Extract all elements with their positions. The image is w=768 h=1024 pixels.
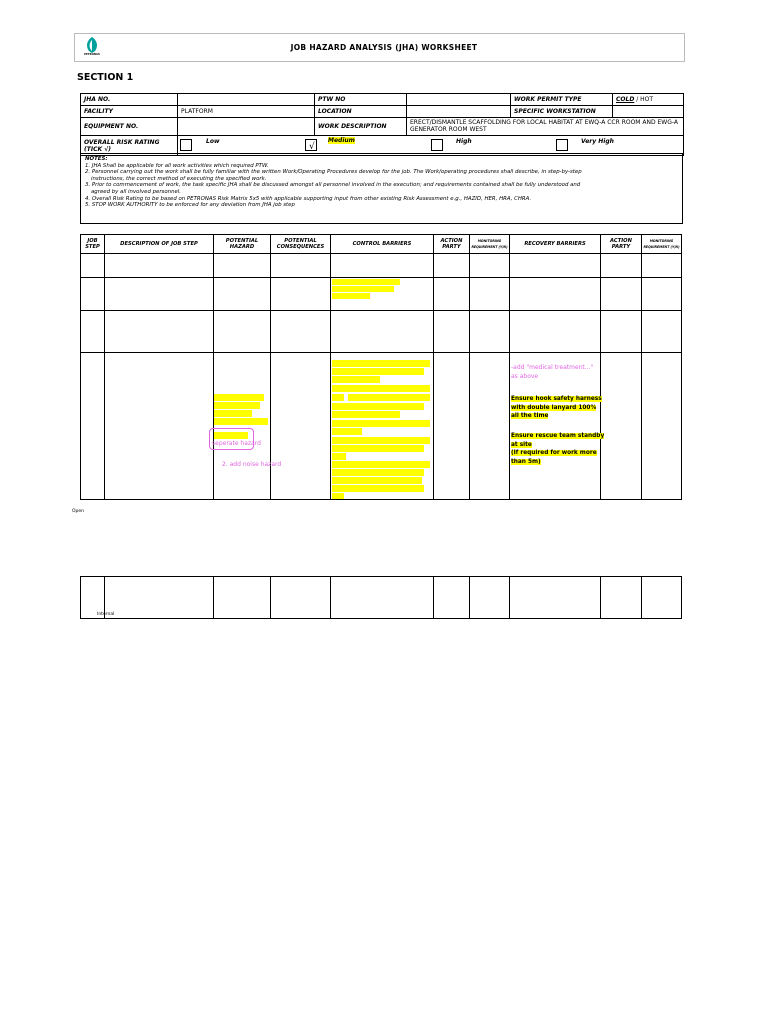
table-row [81, 577, 682, 619]
highlighted-text [332, 428, 362, 435]
highlighted-text [332, 394, 344, 401]
risk-medium-label: Medium [328, 137, 355, 144]
annotation-medical-line2: as above [511, 373, 539, 380]
facility-label: FACILITY [81, 106, 178, 118]
section-title: SECTION 1 [77, 72, 134, 83]
equipment-label: EQUIPMENT NO. [81, 118, 178, 136]
jha-no-field[interactable] [178, 94, 315, 106]
highlighted-text [332, 437, 430, 444]
col-action-party: ACTION PARTY [434, 235, 470, 254]
highlighted-text [332, 485, 424, 492]
note-line: 2. Personnel carrying out the work shall be fully familiar with the written Work/Operating Procedures develop for the job. The Work/operating procedures shall describe, in step-by-step [85, 169, 582, 176]
highlighted-text [332, 493, 344, 499]
col-description: DESCRIPTION OF JOB STEP [105, 235, 214, 254]
logo-text: PETRONAS [84, 53, 100, 56]
highlighted-text [332, 477, 422, 484]
highlighted-text [214, 402, 260, 409]
workstation-field[interactable] [613, 106, 684, 118]
permit-type-value[interactable] [613, 94, 684, 106]
rescue-line1: Ensure rescue team standby [511, 433, 605, 439]
highlighted-text [332, 453, 346, 460]
location-label: LOCATION [315, 106, 407, 118]
highlighted-text [332, 286, 394, 292]
note-line: 4. Overall Risk Rating to be based on PETRONAS Risk Matrix 5x5 with applicable supporting input from other existing Risk Assessment e.g., HAZID, HER, HRA, CHRA. [85, 195, 532, 202]
notes-box [80, 153, 683, 224]
highlighted-text [332, 376, 380, 383]
workstation-label: SPECIFIC WORKSTATION [511, 106, 613, 118]
highlighted-text [348, 394, 430, 401]
equipment-field[interactable] [178, 118, 315, 136]
risk-very-high-checkbox[interactable] [556, 139, 568, 151]
highlighted-text [332, 360, 430, 367]
harness-line1: Ensure hook safety harness [511, 396, 602, 402]
work-desc-label: WORK DESCRIPTION [315, 118, 407, 136]
document-title: JOB HAZARD ANALYSIS (JHA) WORKSHEET [290, 43, 478, 52]
harness-line3: all the time [511, 413, 549, 419]
annotation-medical-line1: -add "medical treatment..." [511, 364, 594, 371]
col-control-barriers: CONTROL BARRIERS [331, 235, 434, 254]
location-field[interactable] [407, 106, 511, 118]
ptw-no-field[interactable] [407, 94, 511, 106]
risk-label-line1: OVERALL RISK RATING [84, 138, 160, 146]
risk-high-label: High [456, 138, 472, 145]
col-action-party-2: ACTION PARTY [601, 235, 642, 254]
check-mark-icon: √ [309, 142, 315, 152]
note-line: 1. JHA Shall be applicable for all work activities which required PTW. [85, 162, 269, 169]
info-table [80, 93, 684, 156]
highlighted-text [332, 469, 424, 476]
col-potential-consequences: POTENTIAL CONSEQUENCES [271, 235, 331, 254]
highlighted-text [332, 411, 400, 418]
col-monitoring: MONITORING REQUIREMENT (Y/N) [470, 235, 510, 254]
highlighted-text [332, 403, 424, 410]
note-line: instructions, the correct method of executing the specified work. [91, 175, 267, 182]
permit-type-label: WORK PERMIT TYPE [511, 94, 613, 106]
rescue-line4: than 5m) [511, 458, 541, 465]
recovery-rescue [511, 432, 604, 466]
highlighted-text [332, 445, 424, 452]
risk-high-checkbox[interactable] [431, 139, 443, 151]
col-job-step: JOB STEP [81, 235, 105, 254]
highlighted-text [332, 461, 430, 468]
classification-internal: Internal [97, 612, 115, 617]
permit-cold: COLD [616, 96, 635, 103]
highlighted-text [332, 293, 370, 299]
risk-low-label: Low [206, 138, 220, 145]
jha-no-label: JHA NO. [81, 94, 178, 106]
highlighted-text [214, 410, 252, 417]
annotation-noise-hazard: 2. add noise hazard [222, 461, 282, 468]
rescue-line3: (If required for work more [511, 450, 597, 456]
permit-hot: HOT [640, 96, 654, 103]
highlighted-text [332, 368, 424, 375]
note-line: agreed by all involved personnel. [91, 188, 182, 195]
harness-line2: with double lanyard 100% [511, 404, 597, 411]
col-recovery-barriers: RECOVERY BARRIERS [510, 235, 601, 254]
highlighted-text [332, 385, 430, 392]
col-monitoring-2: MONITORING REQUIREMENT (Y/N) [642, 235, 682, 254]
highlighted-text [214, 418, 268, 425]
jha-table-continued [80, 576, 682, 619]
highlighted-text [214, 394, 264, 401]
recovery-harness [511, 395, 602, 421]
work-desc-field[interactable]: ERECT/DISMANTLE SCAFFOLDING FOR LOCAL HABITAT AT EWQ-A CCR ROOM AND EWG-A GENERATOR ROOM WEST [407, 118, 684, 136]
rescue-line2: at site [511, 441, 532, 448]
highlighted-text [332, 420, 430, 427]
annotation-medical [511, 363, 593, 381]
annotation-separate-hazard: seperate hazard [212, 440, 261, 447]
permit-separator: / [634, 96, 641, 103]
col-potential-hazard: POTENTIAL HAZARD [214, 235, 271, 254]
risk-label-line2: (TICK √) [84, 145, 111, 153]
table-row [81, 254, 682, 278]
note-line: 5. STOP WORK AUTHORITY to be enforced for any deviation from JHA job step [85, 202, 295, 209]
facility-field[interactable]: PLATFORM [178, 106, 315, 118]
note-line: 3. Prior to commencement of work, the task specific JHA shall be discussed amongst all personnel involved in the execution; and requirements contained shall be fully understood and [85, 182, 581, 189]
ptw-no-label: PTW NO [315, 94, 407, 106]
highlighted-text [332, 279, 400, 285]
risk-very-high-label: Very High [581, 138, 614, 145]
classification-open: Open [72, 509, 85, 514]
table-row [81, 311, 682, 353]
risk-low-checkbox[interactable] [180, 139, 192, 151]
notes-title: NOTES: [85, 156, 108, 162]
